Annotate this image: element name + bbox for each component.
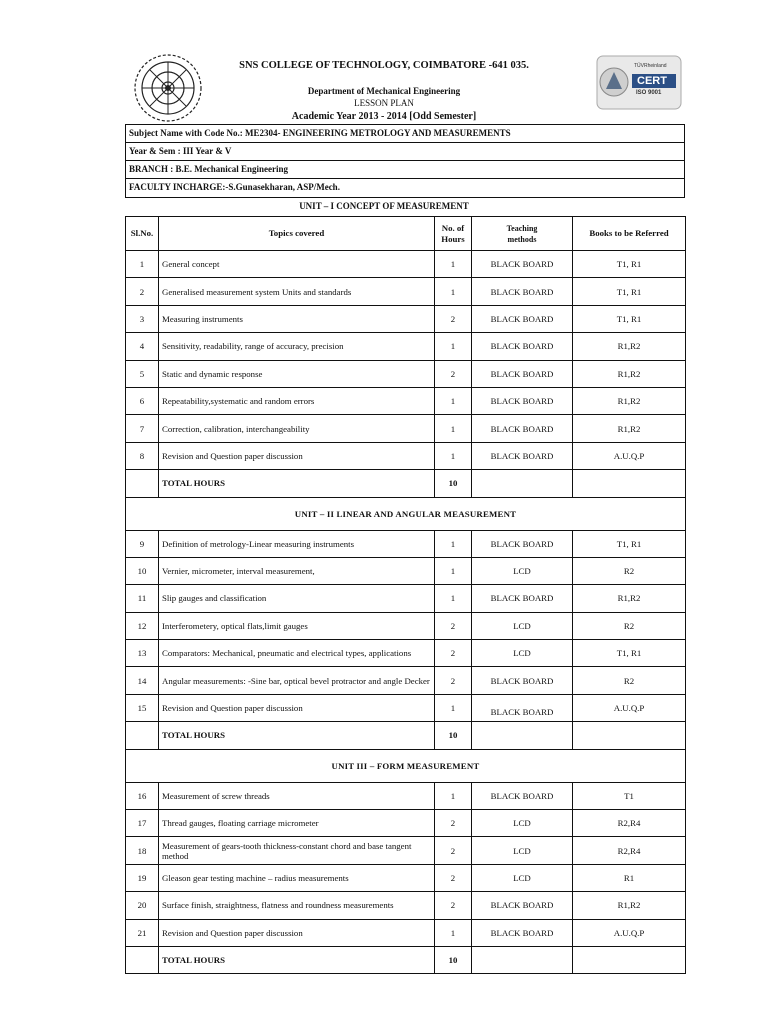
branch: BRANCH : B.E. Mechanical Engineering (126, 161, 684, 179)
faculty-incharge: FACULTY INCHARGE:-S.Gunasekharan, ASP/Mech. (126, 179, 684, 198)
cert-label: CERT (637, 75, 667, 87)
table-row: 12 Interferometery, optical flats,limit gauges 2 LCD R2 (126, 612, 686, 639)
col-header-books: Books to be Referred (573, 217, 686, 251)
table-row: 16 Measurement of screw threads 1 BLACK BOARD T1 (126, 782, 686, 809)
table-row: 6 Repeatability,systematic and random errors 1 BLACK BOARD R1,R2 (126, 387, 686, 414)
course-info-box (125, 124, 685, 198)
col-header-slno: Sl.No. (126, 217, 159, 251)
total-hours-row: TOTAL HOURS 10 (126, 470, 686, 497)
cert-iso: ISO 9001 (636, 90, 662, 96)
col-header-topics: Topics covered (159, 217, 435, 251)
year-semester: Year & Sem : III Year & V (126, 143, 684, 161)
lesson-plan-table (125, 216, 686, 974)
col-header-teaching-methods: Teaching methods (472, 217, 573, 251)
document-type: LESSON PLAN (354, 98, 414, 108)
table-row: 20 Surface finish, straightness, flatness and roundness measurements 2 BLACK BOARD R1,R2 (126, 892, 686, 919)
table-row: 7 Correction, calibration, interchangeability 1 BLACK BOARD R1,R2 (126, 415, 686, 442)
table-row: 4 Sensitivity, readability, range of accuracy, precision 1 BLACK BOARD R1,R2 (126, 333, 686, 360)
table-row: 8 Revision and Question paper discussion 1 BLACK BOARD A.U.Q.P (126, 442, 686, 469)
table-row: 17 Thread gauges, floating carriage micrometer 2 LCD R2,R4 (126, 810, 686, 837)
total-hours-row: TOTAL HOURS 10 (126, 722, 686, 749)
academic-year: Academic Year 2013 - 2014 [Odd Semester] (291, 111, 477, 122)
table-row: 18 Measurement of gears-tooth thickness-constant chord and base tangent method 2 LCD R2,R4 (126, 837, 686, 864)
total-hours-row: TOTAL HOURS 10 (126, 946, 686, 973)
table-row: 14 Angular measurements: -Sine bar, optical bevel protractor and angle Decker 2 BLACK BOARD R2 (126, 667, 686, 694)
table-row: 1 General concept 1 BLACK BOARD T1, R1 (126, 251, 686, 278)
table-row: 21 Revision and Question paper discussion 1 BLACK BOARD A.U.Q.P (126, 919, 686, 946)
table-row: 10 Vernier, micrometer, interval measurement, 1 LCD R2 (126, 557, 686, 584)
col-header-hours: No. of Hours (435, 217, 472, 251)
cert-brand: TÜVRheinland (634, 63, 667, 69)
unit-3-title: UNIT III – FORM MEASUREMENT (126, 749, 686, 782)
unit-header-row (126, 497, 686, 530)
college-name: SNS COLLEGE OF TECHNOLOGY, COIMBATORE -641 035. (239, 60, 529, 71)
table-row: 13 Comparators: Mechanical, pneumatic and electrical types, applications 2 LCD T1, R1 (126, 640, 686, 667)
table-row: 2 Generalised measurement system Units and standards 1 BLACK BOARD T1, R1 (126, 278, 686, 305)
department-name: Department of Mechanical Engineering (307, 86, 461, 96)
table-row: 11 Slip gauges and classification 1 BLACK BOARD R1,R2 (126, 585, 686, 612)
subject-name: Subject Name with Code No.: ME2304- ENGINEERING METROLOGY AND MEASUREMENTS (126, 125, 684, 143)
table-row: 5 Static and dynamic response 2 BLACK BOARD R1,R2 (126, 360, 686, 387)
unit-2-title: UNIT – II LINEAR AND ANGULAR MEASUREMENT (126, 497, 686, 530)
unit-1-title: UNIT – I CONCEPT OF MEASUREMENT (299, 201, 469, 211)
unit-header-row (126, 749, 686, 782)
table-header-row (126, 217, 686, 251)
table-row: 15 Revision and Question paper discussion 1 BLACK BOARD A.U.Q.P (126, 694, 686, 721)
table-row: 3 Measuring instruments 2 BLACK BOARD T1, R1 (126, 305, 686, 332)
table-row: 19 Gleason gear testing machine – radius measurements 2 LCD R1 (126, 864, 686, 891)
table-row: 9 Definition of metrology-Linear measuring instruments 1 BLACK BOARD T1, R1 (126, 530, 686, 557)
